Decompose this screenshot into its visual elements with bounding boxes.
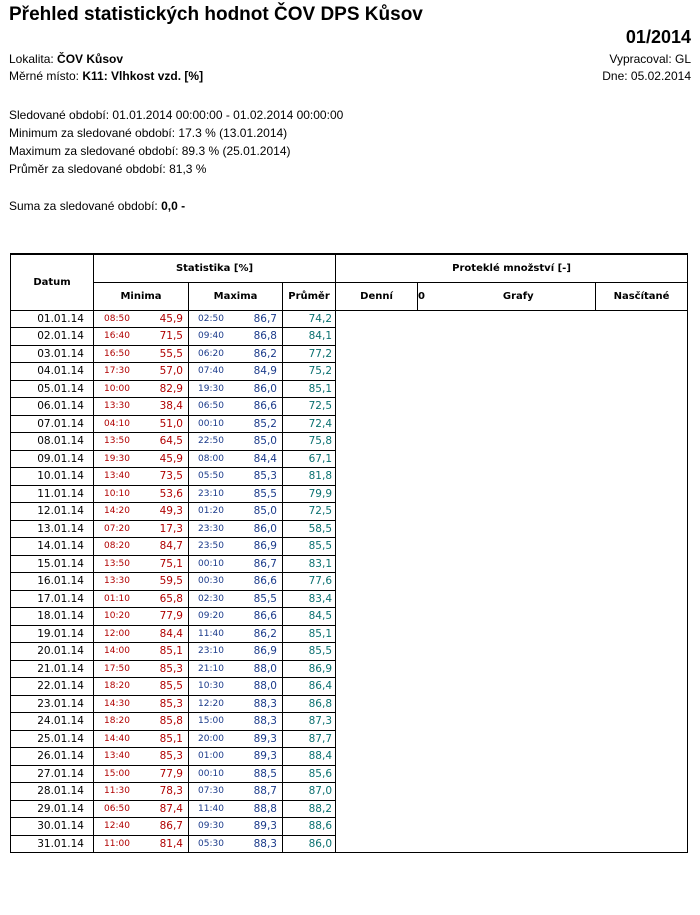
row-min-value: 45,9 bbox=[142, 310, 189, 328]
row-min-time: 04:10 bbox=[94, 415, 142, 433]
row-date: 14.01.14 bbox=[11, 538, 94, 556]
row-min-value: 84,4 bbox=[142, 625, 189, 643]
row-min-time: 15:00 bbox=[94, 765, 142, 783]
vypracoval: Vypracoval: GL bbox=[609, 52, 691, 66]
row-min-time: 10:00 bbox=[94, 380, 142, 398]
statistics-table bbox=[10, 253, 688, 853]
row-average: 67,1 bbox=[283, 450, 336, 468]
row-date: 30.01.14 bbox=[11, 818, 94, 836]
row-min-time: 14:00 bbox=[94, 643, 142, 661]
col-maxima: Maxima bbox=[189, 282, 283, 310]
row-max-value: 84,4 bbox=[236, 450, 283, 468]
row-min-time: 08:20 bbox=[94, 538, 142, 556]
row-max-time: 19:30 bbox=[189, 380, 236, 398]
row-max-time: 02:30 bbox=[189, 590, 236, 608]
row-min-time: 01:10 bbox=[94, 590, 142, 608]
row-min-value: 51,0 bbox=[142, 415, 189, 433]
summary-maximum: Maximum za sledované období: 89.3 % (25.01.2014) bbox=[9, 144, 291, 158]
row-average: 83,1 bbox=[283, 555, 336, 573]
report-title: Přehled statistických hodnot ČOV DPS Kůsov bbox=[9, 4, 423, 25]
row-average: 87,0 bbox=[283, 783, 336, 801]
row-max-value: 86,0 bbox=[236, 380, 283, 398]
row-average: 86,8 bbox=[283, 695, 336, 713]
row-max-value: 84,9 bbox=[236, 363, 283, 381]
row-average: 72,5 bbox=[283, 503, 336, 521]
summary-period: Sledované období: 01.01.2014 00:00:00 - 01.02.2014 00:00:00 bbox=[9, 108, 344, 122]
row-min-time: 17:50 bbox=[94, 660, 142, 678]
flow-area-empty bbox=[336, 310, 688, 853]
row-max-time: 11:40 bbox=[189, 625, 236, 643]
row-date: 19.01.14 bbox=[11, 625, 94, 643]
row-min-value: 77,9 bbox=[142, 608, 189, 626]
row-max-time: 11:40 bbox=[189, 800, 236, 818]
row-min-time: 16:50 bbox=[94, 345, 142, 363]
report-date: Dne: 05.02.2014 bbox=[602, 69, 691, 83]
row-date: 21.01.14 bbox=[11, 660, 94, 678]
row-date: 08.01.14 bbox=[11, 433, 94, 451]
row-date: 10.01.14 bbox=[11, 468, 94, 486]
row-date: 16.01.14 bbox=[11, 573, 94, 591]
row-max-time: 07:30 bbox=[189, 783, 236, 801]
row-max-value: 85,5 bbox=[236, 485, 283, 503]
row-average: 77,6 bbox=[283, 573, 336, 591]
row-min-value: 71,5 bbox=[142, 328, 189, 346]
row-min-value: 85,3 bbox=[142, 748, 189, 766]
row-date: 20.01.14 bbox=[11, 643, 94, 661]
row-max-value: 89,3 bbox=[236, 748, 283, 766]
row-average: 86,0 bbox=[283, 835, 336, 853]
row-min-time: 12:00 bbox=[94, 625, 142, 643]
row-max-value: 88,0 bbox=[236, 660, 283, 678]
col-protekle: Proteklé množství [-] bbox=[336, 254, 688, 282]
row-max-value: 85,3 bbox=[236, 468, 283, 486]
row-min-time: 11:00 bbox=[94, 835, 142, 853]
row-max-value: 85,0 bbox=[236, 433, 283, 451]
row-average: 58,5 bbox=[283, 520, 336, 538]
lokalita-line bbox=[9, 52, 123, 66]
row-date: 28.01.14 bbox=[11, 783, 94, 801]
row-max-time: 23:10 bbox=[189, 643, 236, 661]
row-min-value: 65,8 bbox=[142, 590, 189, 608]
row-min-time: 13:50 bbox=[94, 433, 142, 451]
merne-misto-line bbox=[9, 69, 203, 83]
row-min-time: 14:40 bbox=[94, 730, 142, 748]
report-period: 01/2014 bbox=[625, 27, 691, 47]
row-min-value: 75,1 bbox=[142, 555, 189, 573]
row-min-value: 85,1 bbox=[142, 643, 189, 661]
row-max-value: 88,7 bbox=[236, 783, 283, 801]
row-max-time: 15:00 bbox=[189, 713, 236, 731]
row-max-time: 06:50 bbox=[189, 398, 236, 416]
row-date: 22.01.14 bbox=[11, 678, 94, 696]
row-min-time: 16:40 bbox=[94, 328, 142, 346]
col-prumer: Průměr bbox=[283, 282, 336, 310]
row-min-value: 73,5 bbox=[142, 468, 189, 486]
row-min-time: 19:30 bbox=[94, 450, 142, 468]
row-average: 79,9 bbox=[283, 485, 336, 503]
row-min-time: 13:30 bbox=[94, 573, 142, 591]
row-min-time: 13:40 bbox=[94, 468, 142, 486]
row-average: 85,1 bbox=[283, 625, 336, 643]
row-min-value: 85,3 bbox=[142, 660, 189, 678]
row-average: 84,1 bbox=[283, 328, 336, 346]
row-min-value: 17,3 bbox=[142, 520, 189, 538]
row-date: 29.01.14 bbox=[11, 800, 94, 818]
row-average: 85,6 bbox=[283, 765, 336, 783]
row-average: 72,4 bbox=[283, 415, 336, 433]
row-max-time: 23:10 bbox=[189, 485, 236, 503]
row-min-time: 13:50 bbox=[94, 555, 142, 573]
row-min-time: 12:40 bbox=[94, 818, 142, 836]
row-max-time: 06:20 bbox=[189, 345, 236, 363]
row-min-time: 10:10 bbox=[94, 485, 142, 503]
col-zero: 0 bbox=[418, 282, 442, 310]
col-grafy: Grafy bbox=[442, 282, 596, 310]
row-min-value: 87,4 bbox=[142, 800, 189, 818]
row-max-time: 01:00 bbox=[189, 748, 236, 766]
row-date: 01.01.14 bbox=[11, 310, 94, 328]
row-max-value: 86,9 bbox=[236, 643, 283, 661]
row-min-time: 18:20 bbox=[94, 713, 142, 731]
row-min-value: 85,8 bbox=[142, 713, 189, 731]
row-min-value: 77,9 bbox=[142, 765, 189, 783]
row-average: 74,2 bbox=[283, 310, 336, 328]
row-min-time: 07:20 bbox=[94, 520, 142, 538]
row-min-time: 14:20 bbox=[94, 503, 142, 521]
row-min-time: 14:30 bbox=[94, 695, 142, 713]
row-average: 88,6 bbox=[283, 818, 336, 836]
row-max-time: 20:00 bbox=[189, 730, 236, 748]
merne-misto-label: Měrné místo: bbox=[9, 69, 80, 83]
row-max-value: 86,0 bbox=[236, 520, 283, 538]
row-date: 26.01.14 bbox=[11, 748, 94, 766]
row-max-time: 00:10 bbox=[189, 555, 236, 573]
row-min-value: 78,3 bbox=[142, 783, 189, 801]
row-date: 12.01.14 bbox=[11, 503, 94, 521]
row-min-value: 45,9 bbox=[142, 450, 189, 468]
row-max-value: 88,5 bbox=[236, 765, 283, 783]
row-max-value: 88,8 bbox=[236, 800, 283, 818]
summary-average: Průměr za sledované období: 81,3 % bbox=[9, 162, 207, 176]
row-max-time: 00:10 bbox=[189, 415, 236, 433]
col-datum: Datum bbox=[11, 254, 94, 310]
row-min-time: 11:30 bbox=[94, 783, 142, 801]
row-max-value: 88,3 bbox=[236, 835, 283, 853]
row-max-time: 07:40 bbox=[189, 363, 236, 381]
row-date: 06.01.14 bbox=[11, 398, 94, 416]
row-max-time: 22:50 bbox=[189, 433, 236, 451]
row-average: 87,3 bbox=[283, 713, 336, 731]
row-min-value: 55,5 bbox=[142, 345, 189, 363]
row-min-value: 38,4 bbox=[142, 398, 189, 416]
row-average: 88,4 bbox=[283, 748, 336, 766]
row-min-value: 81,4 bbox=[142, 835, 189, 853]
row-max-value: 88,3 bbox=[236, 695, 283, 713]
row-max-time: 00:30 bbox=[189, 573, 236, 591]
row-max-value: 86,6 bbox=[236, 608, 283, 626]
row-max-value: 89,3 bbox=[236, 818, 283, 836]
row-max-value: 86,6 bbox=[236, 398, 283, 416]
col-statistika: Statistika [%] bbox=[94, 254, 336, 282]
row-min-time: 10:20 bbox=[94, 608, 142, 626]
lokalita-label: Lokalita: bbox=[9, 52, 54, 66]
row-max-value: 85,0 bbox=[236, 503, 283, 521]
row-min-value: 49,3 bbox=[142, 503, 189, 521]
row-min-time: 13:40 bbox=[94, 748, 142, 766]
row-max-time: 09:30 bbox=[189, 818, 236, 836]
row-date: 25.01.14 bbox=[11, 730, 94, 748]
row-date: 05.01.14 bbox=[11, 380, 94, 398]
row-max-time: 00:10 bbox=[189, 765, 236, 783]
row-max-value: 86,6 bbox=[236, 573, 283, 591]
row-date: 31.01.14 bbox=[11, 835, 94, 853]
lokalita-value: ČOV Kůsov bbox=[57, 52, 124, 66]
summary-minimum: Minimum za sledované období: 17.3 % (13.01.2014) bbox=[9, 126, 288, 140]
row-min-value: 86,7 bbox=[142, 818, 189, 836]
summary-sum-value: 0,0 - bbox=[161, 199, 186, 213]
row-min-time: 06:50 bbox=[94, 800, 142, 818]
row-min-value: 82,9 bbox=[142, 380, 189, 398]
row-min-value: 85,5 bbox=[142, 678, 189, 696]
col-denni: Denní bbox=[336, 282, 418, 310]
row-average: 86,4 bbox=[283, 678, 336, 696]
row-min-time: 13:30 bbox=[94, 398, 142, 416]
row-max-value: 86,8 bbox=[236, 328, 283, 346]
row-min-value: 85,1 bbox=[142, 730, 189, 748]
merne-misto-value: K11: Vlhkost vzd. [%] bbox=[82, 69, 204, 83]
row-min-value: 84,7 bbox=[142, 538, 189, 556]
row-min-time: 18:20 bbox=[94, 678, 142, 696]
row-max-value: 88,0 bbox=[236, 678, 283, 696]
row-date: 13.01.14 bbox=[11, 520, 94, 538]
row-average: 72,5 bbox=[283, 398, 336, 416]
row-min-value: 64,5 bbox=[142, 433, 189, 451]
col-minima: Minima bbox=[94, 282, 189, 310]
table-row bbox=[11, 310, 688, 328]
row-min-value: 57,0 bbox=[142, 363, 189, 381]
row-max-time: 21:10 bbox=[189, 660, 236, 678]
row-average: 88,2 bbox=[283, 800, 336, 818]
row-max-time: 23:30 bbox=[189, 520, 236, 538]
row-max-value: 85,2 bbox=[236, 415, 283, 433]
row-average: 85,1 bbox=[283, 380, 336, 398]
row-max-value: 86,7 bbox=[236, 310, 283, 328]
row-max-value: 86,2 bbox=[236, 345, 283, 363]
row-max-value: 89,3 bbox=[236, 730, 283, 748]
row-average: 86,9 bbox=[283, 660, 336, 678]
row-date: 15.01.14 bbox=[11, 555, 94, 573]
row-date: 23.01.14 bbox=[11, 695, 94, 713]
row-max-value: 85,5 bbox=[236, 590, 283, 608]
row-average: 84,5 bbox=[283, 608, 336, 626]
row-min-value: 59,5 bbox=[142, 573, 189, 591]
summary-sum-line bbox=[9, 199, 185, 213]
row-average: 81,8 bbox=[283, 468, 336, 486]
summary-sum-label: Suma za sledované období: bbox=[9, 199, 158, 213]
row-date: 09.01.14 bbox=[11, 450, 94, 468]
row-date: 18.01.14 bbox=[11, 608, 94, 626]
row-max-time: 09:40 bbox=[189, 328, 236, 346]
row-max-time: 05:50 bbox=[189, 468, 236, 486]
row-average: 85,5 bbox=[283, 643, 336, 661]
row-max-value: 88,3 bbox=[236, 713, 283, 731]
row-max-time: 10:30 bbox=[189, 678, 236, 696]
row-min-value: 85,3 bbox=[142, 695, 189, 713]
row-average: 85,5 bbox=[283, 538, 336, 556]
row-max-time: 12:20 bbox=[189, 695, 236, 713]
table-body bbox=[11, 310, 688, 853]
row-average: 83,4 bbox=[283, 590, 336, 608]
col-nascitane: Nasčítané bbox=[596, 282, 688, 310]
row-date: 17.01.14 bbox=[11, 590, 94, 608]
row-max-time: 09:20 bbox=[189, 608, 236, 626]
row-max-time: 08:00 bbox=[189, 450, 236, 468]
row-max-value: 86,2 bbox=[236, 625, 283, 643]
row-max-time: 02:50 bbox=[189, 310, 236, 328]
row-min-time: 08:50 bbox=[94, 310, 142, 328]
row-date: 02.01.14 bbox=[11, 328, 94, 346]
row-average: 75,8 bbox=[283, 433, 336, 451]
row-max-time: 01:20 bbox=[189, 503, 236, 521]
row-average: 75,2 bbox=[283, 363, 336, 381]
row-max-time: 05:30 bbox=[189, 835, 236, 853]
row-date: 03.01.14 bbox=[11, 345, 94, 363]
row-date: 27.01.14 bbox=[11, 765, 94, 783]
row-date: 24.01.14 bbox=[11, 713, 94, 731]
row-min-time: 17:30 bbox=[94, 363, 142, 381]
row-min-value: 53,6 bbox=[142, 485, 189, 503]
row-max-value: 86,9 bbox=[236, 538, 283, 556]
row-average: 87,7 bbox=[283, 730, 336, 748]
row-max-time: 23:50 bbox=[189, 538, 236, 556]
row-average: 77,2 bbox=[283, 345, 336, 363]
row-date: 04.01.14 bbox=[11, 363, 94, 381]
row-date: 11.01.14 bbox=[11, 485, 94, 503]
row-date: 07.01.14 bbox=[11, 415, 94, 433]
row-max-value: 86,7 bbox=[236, 555, 283, 573]
